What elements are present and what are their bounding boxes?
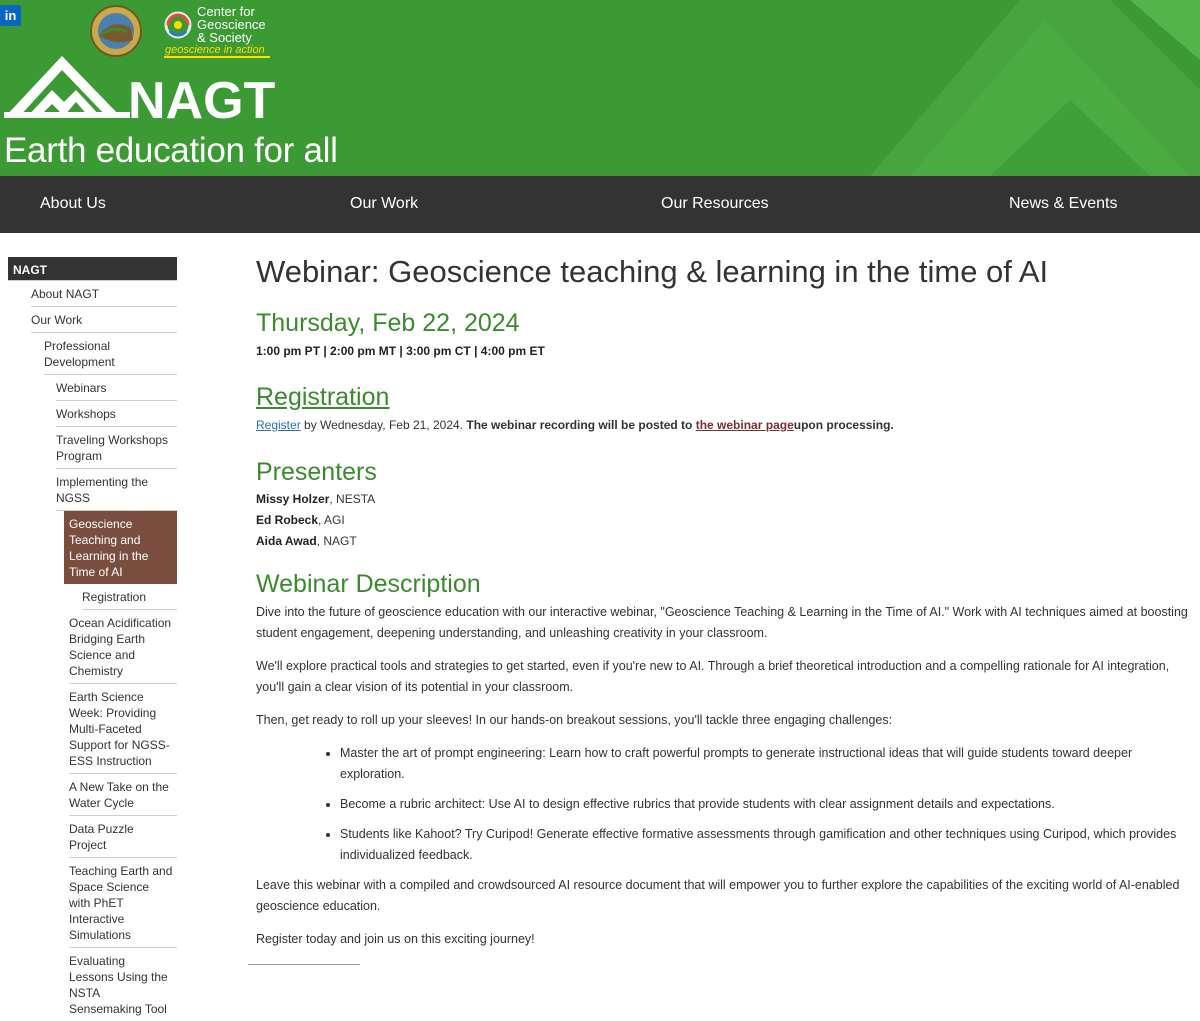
presenter (256, 489, 1200, 510)
challenge-item: • Students like Kahoot? Try Curipod! Generate effective formative assessments through gamification and other techniques using Curipod, which provides individualized feedback. (340, 824, 1200, 866)
register-deadline: by Wednesday, Feb 21, 2024. (300, 418, 467, 432)
sidebar-item-about-nagt[interactable]: About NAGT (31, 281, 177, 307)
cgs-line-1: Center for (197, 4, 255, 19)
registration-line (256, 418, 1200, 432)
sidebar-item-workshops[interactable]: Workshops (56, 401, 177, 427)
recording-note: The webinar recording will be posted to (466, 418, 696, 432)
page-title: Webinar: Geoscience teaching & learning in the time of AI (256, 254, 1049, 289)
sidebar (8, 257, 177, 1021)
nagt-logo[interactable] (4, 54, 324, 130)
main-content (256, 253, 1200, 950)
nav-about-us[interactable]: About Us (40, 195, 106, 212)
sidebar-item-phet[interactable]: Teaching Earth and Space Science with PhET Interactive Simulations (69, 858, 177, 948)
event-times: 1:00 pm PT | 2:00 pm MT | 3:00 pm CT | 4:00 pm ET (256, 344, 545, 358)
event-date: Thursday, Feb 22, 2024 (256, 309, 520, 337)
sidebar-item-webinars[interactable]: Webinars (56, 375, 177, 401)
nagt-wordmark: NAGT (128, 72, 276, 130)
linkedin-icon[interactable]: in (0, 5, 21, 26)
upon-processing: upon processing. (793, 418, 894, 432)
sidebar-item-water-cycle[interactable]: A New Take on the Water Cycle (69, 774, 177, 816)
nav-our-work[interactable]: Our Work (350, 195, 419, 212)
presenter (256, 510, 1200, 531)
presenter-name: Aida Awad (256, 534, 317, 548)
description-heading: Webinar Description (256, 570, 481, 598)
sidebar-item-traveling-workshops[interactable]: Traveling Workshops Program (56, 427, 177, 469)
sidebar-item-geoscience-ai[interactable]: Geoscience Teaching and Learning in the Time of AI (64, 511, 177, 584)
presenter-org: , NAGT (316, 534, 357, 548)
description-para-2: We'll explore practical tools and strategies to get started, even if you're new to AI. Through a brief theoretical introduction and a compelling rationale for AI integration, you'll gain a clear vision of its potential in your classroom. (256, 659, 1170, 694)
description-para-4: Leave this webinar with a compiled and crowdsourced AI resource document that will empower you to further explore the capabilities of the exciting world of AI-enabled geoscience education. (256, 878, 1180, 913)
nav-news-events[interactable]: News & Events (1009, 195, 1118, 212)
sidebar-item-nsta-sensemaking[interactable]: Evaluating Lessons Using the NSTA Sensemaking Tool (69, 954, 168, 1016)
nav-our-resources[interactable]: Our Resources (661, 195, 769, 212)
description-para-1: Dive into the future of geoscience education with our interactive webinar, "Geoscience Teaching & Learning in the Time of AI." Work with AI techniques aimed at boosting student engagement, deepening understanding, and unleashing creativity in your classroom. (256, 605, 1188, 640)
presenters-list (256, 489, 1200, 552)
sidebar-item-our-work[interactable]: Our Work (31, 307, 177, 333)
description-para-5: Register today and join us on this exciting journey! (256, 932, 535, 946)
challenge-item: • Become a rubric architect: Use AI to design effective rubrics that provide students with clear assignment details and expectations. (340, 794, 1200, 815)
cgs-tagline: geoscience in action (165, 44, 265, 56)
site-header (0, 0, 1200, 176)
presenter (256, 531, 1200, 552)
webinar-page-link[interactable]: the webinar page (695, 418, 794, 432)
cgs-name (197, 5, 266, 44)
cgs-line-3: & Society (197, 30, 252, 45)
sidebar-item-ocean-acidification[interactable]: Ocean Acidification Bridging Earth Science and Chemistry (69, 610, 177, 684)
footer-divider (248, 964, 360, 965)
main-nav (0, 176, 1200, 233)
nesta-logo[interactable] (81, 4, 151, 58)
mountain-decoration (870, 0, 1200, 176)
sidebar-item-professional-development[interactable]: Professional Development (44, 333, 177, 375)
sidebar-item-implementing-ngss[interactable]: Implementing the NGSS (56, 469, 177, 511)
sidebar-head[interactable]: NAGT (8, 257, 177, 281)
description-para-3: Then, get ready to roll up your sleeves! In our hands-on breakout sessions, you'll tackle three engaging challenges: (256, 713, 893, 727)
sidebar-item-data-puzzle[interactable]: Data Puzzle Project (69, 816, 177, 858)
presenter-org: , AGI (318, 513, 345, 527)
presenter-org: , NESTA (329, 492, 376, 506)
cgs-line-2: Geoscience (197, 17, 266, 32)
registration-heading[interactable]: Registration (256, 383, 390, 411)
challenge-list (340, 743, 1200, 866)
presenter-name: Missy Holzer (256, 492, 330, 506)
sidebar-item-earth-science-week[interactable]: Earth Science Week: Providing Multi-Faceted Support for NGSS-ESS Instruction (69, 684, 177, 774)
sidebar-item-registration[interactable]: Registration (82, 584, 177, 610)
site-tagline: Earth education for all (4, 131, 338, 170)
register-link[interactable]: Register (256, 418, 301, 432)
presenters-heading: Presenters (256, 458, 377, 486)
challenge-item: • Master the art of prompt engineering: Learn how to craft powerful prompts to generate instructional ideas that will guide students toward deeper exploration. (340, 743, 1200, 785)
presenter-name: Ed Robeck (256, 513, 319, 527)
